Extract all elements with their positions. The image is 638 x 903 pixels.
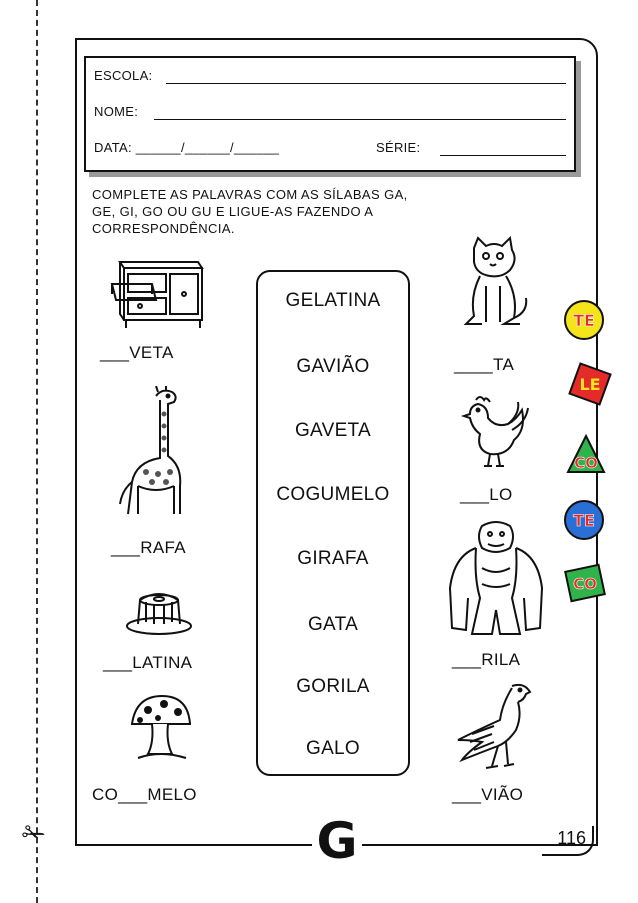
rooster-icon [456, 394, 530, 470]
gelatin-icon [124, 586, 194, 636]
badge-text: TE [573, 311, 595, 330]
badge-text: LE [579, 375, 601, 394]
badge-text: CO [573, 575, 597, 593]
instruction-line: CORRESPONDÊNCIA. [92, 221, 235, 236]
blank-word: ____TA [454, 355, 515, 374]
header-box [84, 56, 576, 172]
word-item: GELATINA [285, 290, 381, 311]
word-item: GATA [307, 614, 359, 635]
word-item: GORILA [296, 676, 370, 697]
page-number: 116 [557, 828, 586, 848]
instruction-line: COMPLETE AS PALAVRAS COM AS SÍLABAS GA, [92, 187, 408, 202]
serie-line [440, 155, 566, 156]
blank-word: ___LATINA [103, 653, 193, 672]
blank-word: ___VETA [100, 343, 174, 362]
blank-word: CO___MELO [92, 785, 197, 804]
te-badge-icon [562, 498, 606, 542]
letter-g-icon [312, 814, 362, 864]
word-item: GAVETA [294, 420, 372, 441]
badge-text: CO [574, 454, 598, 472]
blank-word: ___RAFA [111, 538, 186, 557]
instruction-line: GE, GI, GO OU GU E LIGUE-AS FAZENDO A [92, 204, 374, 219]
word-item: GAVIÃO [296, 356, 370, 377]
blank-word: ___RILA [452, 650, 521, 669]
co-badge-icon [564, 432, 608, 480]
gorilla-icon [444, 518, 548, 640]
le-badge-icon [568, 362, 612, 406]
cut-line [36, 0, 38, 903]
te-badge-icon [562, 298, 606, 342]
word-item: GALO [306, 738, 360, 759]
letter-g: G [316, 814, 358, 864]
escola-line [166, 83, 566, 84]
blank-word: ___LO [460, 485, 513, 504]
scissors-icon: ✁ [22, 817, 46, 850]
data-label: DATA: ______/______/______ [94, 140, 280, 155]
escola-label: ESCOLA: [94, 68, 153, 83]
nome-label: NOME: [94, 104, 139, 119]
nome-line [154, 119, 566, 120]
word-item: COGUMELO [276, 484, 390, 505]
drawer-cabinet-icon [108, 254, 208, 334]
giraffe-icon [116, 386, 200, 522]
word-list-box [256, 270, 410, 776]
page-number-box [542, 826, 594, 856]
blank-word: ___VIÃO [452, 785, 524, 804]
hawk-icon [452, 680, 542, 776]
co-badge-icon [562, 560, 608, 606]
cat-icon [456, 236, 532, 334]
instructions [92, 186, 532, 237]
serie-label: SÉRIE: [376, 140, 421, 155]
badge-text: TE [573, 511, 595, 530]
mushroom-icon [128, 692, 194, 764]
word-item: GIRAFA [297, 548, 369, 569]
